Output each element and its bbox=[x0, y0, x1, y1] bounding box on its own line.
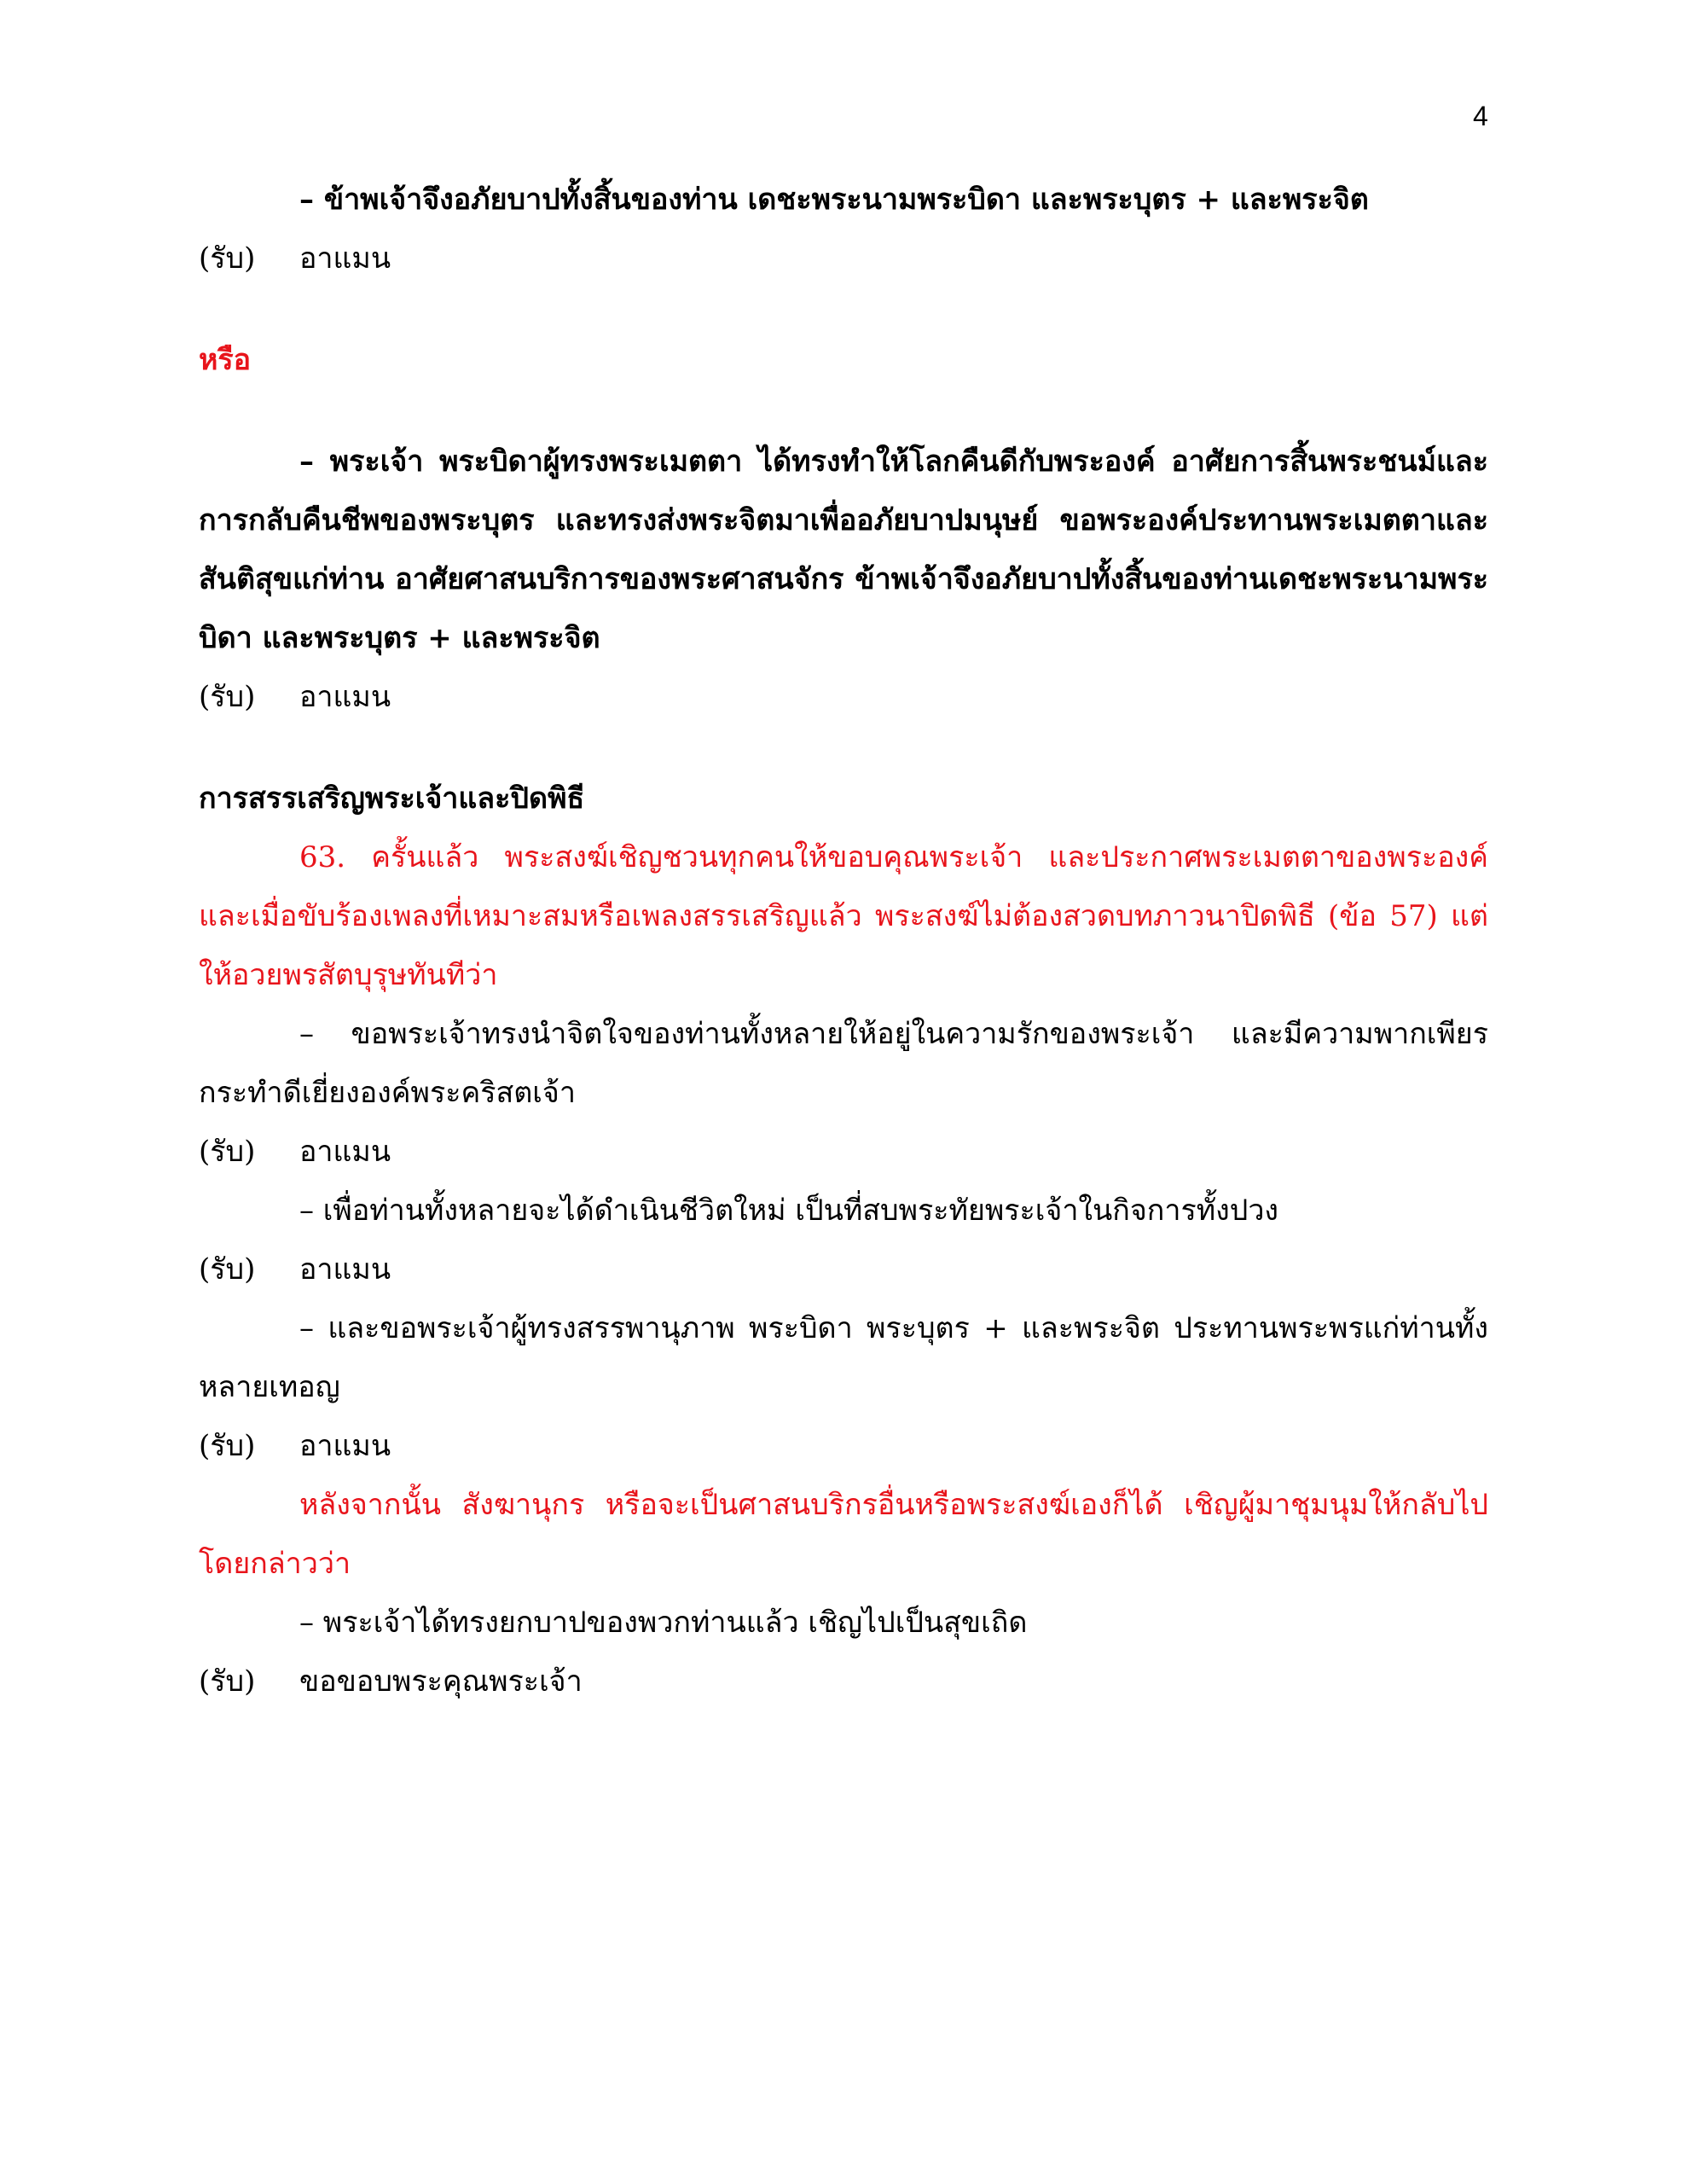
absolution-line: – ข้าพเจ้าจึงอภัยบาปทั้งสิ้นของท่าน เดชะพระนามพระบิดา และพระบุตร + และพระจิต bbox=[299, 183, 1369, 217]
response-amen-5 bbox=[199, 1417, 1488, 1476]
response-label: (รับ) bbox=[199, 1664, 256, 1699]
response-label: (รับ) bbox=[199, 680, 256, 714]
response-label: (รับ) bbox=[199, 1429, 256, 1463]
blessing-line-2: – เพื่อท่านทั้งหลายจะได้ดำเนินชีวิตใหม่ เป็นที่สบพระทัยพระเจ้าในกิจการทั้งปวง bbox=[299, 1194, 1279, 1228]
response-text: อาแมน bbox=[299, 241, 391, 276]
response-amen-2 bbox=[199, 668, 1488, 727]
response-amen-3 bbox=[199, 1123, 1488, 1182]
rubric-63: 63. ครั้นแล้ว พระสงฆ์เชิญชวนทุกคนให้ขอบคุณพระเจ้า และประกาศพระเมตตาของพระองค์ และเมื่อขับร้องเพลงที่เหมาะสมหรือเพลงสรรเสริญแล้ว พระสงฆ์ไม่ต้องสวดบทภาวนาปิดพิธี (ข้อ 57) แต่ให้อวยพรสัตบุรุษทันทีว่า bbox=[199, 840, 1488, 992]
blessing-line-3: – และขอพระเจ้าผู้ทรงสรรพานุภาพ พระบิดา พระบุตร + และพระจิต ประทานพระพรแก่ท่านทั้งหลายเทอญ bbox=[199, 1311, 1488, 1404]
response-label: (รับ) bbox=[199, 1252, 256, 1287]
blessing-line-1: – ขอพระเจ้าทรงนำจิตใจของท่านทั้งหลายให้อยู่ในความรักของพระเจ้า และมีความพากเพียรกระทำดีเยี่ยงองค์พระคริสตเจ้า bbox=[199, 1017, 1488, 1110]
response-label: (รับ) bbox=[199, 241, 256, 276]
response-thanks bbox=[199, 1653, 1488, 1711]
response-text: อาแมน bbox=[299, 1252, 391, 1287]
response-amen-4 bbox=[199, 1240, 1488, 1299]
section-heading: การสรรเสริญพระเจ้าและปิดพิธี bbox=[199, 781, 585, 816]
document-body bbox=[199, 171, 1488, 1711]
response-text: อาแมน bbox=[299, 1429, 391, 1463]
absolution-formula-paragraph: – พระเจ้า พระบิดาผู้ทรงพระเมตตา ได้ทรงทำให้โลกคืนดีกับพระองค์ อาศัยการสิ้นพระชนม์และการกลับคืนชีพของพระบุตร และทรงส่งพระจิตมาเพื่ออภัยบาปมนุษย์ ขอพระองค์ประทานพระเมตตาและสันติสุขแก่ท่าน อาศัยศาสนบริการของพระศาสนจักร ข้าพเจ้าจึงอภัยบาปทั้งสิ้นของท่านเดชะพระนามพระบิดา และพระบุตร + และพระจิต bbox=[199, 444, 1488, 655]
rubric-dismissal: หลังจากนั้น สังฆานุกร หรือจะเป็นศาสนบริกรอื่นหรือพระสงฆ์เองก็ได้ เชิญผู้มาชุมนุมให้กลับไปโดยกล่าวว่า bbox=[199, 1488, 1488, 1581]
response-text: ขอขอบพระคุณพระเจ้า bbox=[299, 1664, 583, 1699]
response-label: (รับ) bbox=[199, 1135, 256, 1169]
or-heading: หรือ bbox=[199, 343, 252, 377]
dismissal-line: – พระเจ้าได้ทรงยกบาปของพวกท่านแล้ว เชิญไปเป็นสุขเถิด bbox=[299, 1606, 1028, 1640]
response-text: อาแมน bbox=[299, 1135, 391, 1169]
response-amen-1 bbox=[199, 229, 1488, 288]
response-text: อาแมน bbox=[299, 680, 391, 714]
page-number: 4 bbox=[1473, 101, 1488, 131]
